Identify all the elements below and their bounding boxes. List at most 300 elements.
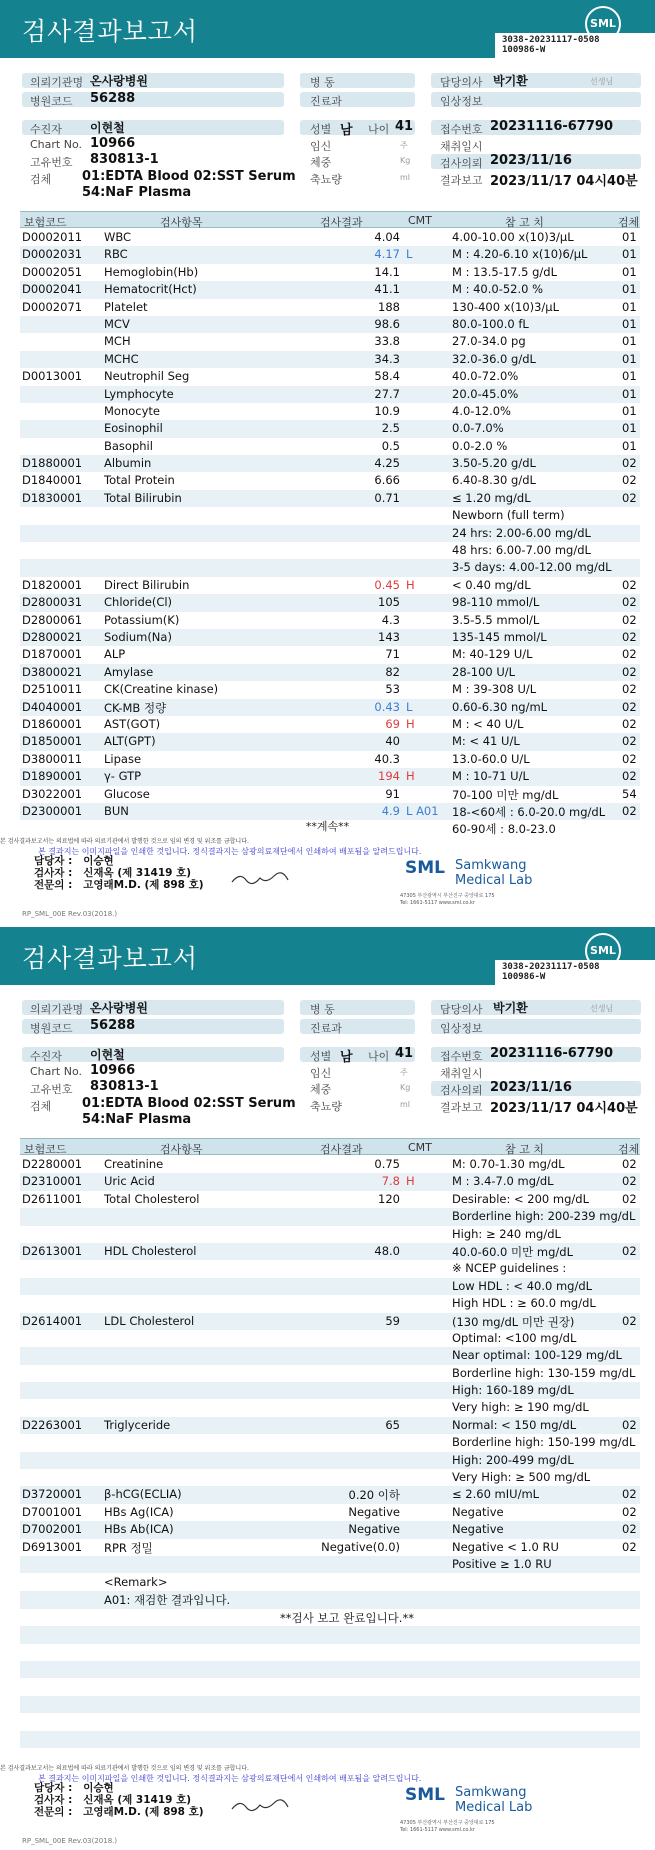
- table-row: [20, 664, 640, 681]
- table-row: [20, 1469, 640, 1486]
- table-row: [20, 386, 640, 403]
- cell-reference: Negative: [452, 1504, 504, 1519]
- sex-label: 성별: [310, 1050, 332, 1063]
- cell-code: D1880001: [22, 456, 83, 471]
- table-row: [20, 1556, 640, 1573]
- col-cmt: CMT: [408, 214, 432, 227]
- table-row: [20, 612, 640, 629]
- cell-reference: 0.0-2.0 %: [452, 438, 508, 453]
- collect-label: 채취일시: [440, 1067, 483, 1080]
- specimen-label: 검체: [30, 1100, 52, 1113]
- chart-label: Chart No.: [30, 1065, 82, 1078]
- cell-item: Total Bilirubin: [104, 490, 182, 505]
- cell-specimen: 02: [622, 769, 637, 784]
- cell-result: 41.1: [374, 282, 400, 297]
- cell-flag: L: [406, 699, 413, 714]
- table-row: [20, 1226, 640, 1243]
- cell-code: D4040001: [22, 699, 83, 714]
- hosp-code-label: 병원코드: [30, 1022, 73, 1035]
- table-row: [20, 1156, 640, 1173]
- cell-specimen: 01: [622, 299, 637, 314]
- report-label: 결과보고: [440, 174, 483, 187]
- cell-reference: ※ NCEP guidelines :: [452, 1261, 567, 1276]
- col-specimen: 검체: [618, 1143, 640, 1156]
- blank-row: [20, 1661, 640, 1678]
- print-warning: 본 결과지는 이미지파일을 인쇄한 것입니다. 정식결과지는 삼광의료재단에서 인쇄하여 배포됨을 알려드립니다.: [38, 1774, 422, 1783]
- sex-label: 성별: [310, 123, 332, 136]
- cell-code: D6913001: [22, 1539, 83, 1554]
- receipt-value: 20231116-67790: [490, 119, 613, 134]
- report-page-1: [0, 0, 655, 923]
- cell-item: Chloride(Cl): [104, 595, 173, 610]
- cell-reference: M : 4.20-6.10 x(10)6/μL: [452, 247, 588, 262]
- cell-result: 6.66: [374, 473, 400, 488]
- table-row: [20, 1521, 640, 1538]
- cell-item: HBs Ab(ICA): [104, 1522, 174, 1537]
- request-value: 2023/11/16: [490, 1080, 572, 1095]
- table-row: [20, 733, 640, 750]
- cell-result: 0.5: [381, 438, 400, 453]
- cell-reference: High: ≥ 240 mg/dL: [452, 1226, 561, 1241]
- table-row: [20, 1278, 640, 1295]
- cell-code: D0002071: [22, 299, 83, 314]
- cell-reference: 32.0-36.0 g/dL: [452, 351, 536, 366]
- org-label: 의뢰기관명: [30, 1003, 84, 1016]
- table-row: [20, 1417, 640, 1434]
- cell-reference: 0.0-7.0%: [452, 421, 504, 436]
- report-page-2: [0, 927, 655, 1850]
- cell-code: D3800011: [22, 751, 83, 766]
- cell-item: Total Protein: [104, 473, 175, 488]
- cell-code: D2300001: [22, 803, 83, 818]
- cell-specimen: 01: [622, 247, 637, 262]
- blank-row: [20, 1644, 640, 1661]
- cell-result: Negative: [348, 1522, 400, 1537]
- cell-specimen: 01: [622, 421, 637, 436]
- cell-reference: 3.5-5.5 mmol/L: [452, 612, 540, 627]
- cell-specimen: 01: [622, 386, 637, 401]
- cell-reference: 3.50-5.20 g/dL: [452, 456, 536, 471]
- cell-code: D0013001: [22, 369, 83, 384]
- cell-item: Glucose: [104, 786, 150, 801]
- cell-item: CK-MB 정량: [104, 700, 167, 715]
- cell-specimen: 02: [622, 1243, 637, 1258]
- cell-result: 27.7: [374, 386, 400, 401]
- form-revision: RP_SML_00E Rev.03(2018.): [22, 1837, 118, 1845]
- report-label: 결과보고: [440, 1101, 483, 1114]
- cell-item: MCH: [104, 334, 131, 349]
- cell-code: D2263001: [22, 1417, 83, 1432]
- cell-reference: M : 40.0-52.0 %: [452, 282, 544, 297]
- cell-reference: Negative < 1.0 RU: [452, 1539, 559, 1554]
- cell-item: Eosinophil: [104, 421, 163, 436]
- table-row: [20, 559, 640, 576]
- cell-item: Hemoglobin(Hb): [104, 264, 199, 279]
- doctor-value: 박기환: [493, 74, 528, 88]
- cell-reference: M : 3.4-7.0 mg/dL: [452, 1174, 554, 1189]
- cell-code: D1860001: [22, 716, 83, 731]
- cell-item: MCV: [104, 316, 130, 331]
- dept-label: 진료과: [310, 95, 342, 108]
- table-row: [20, 1399, 640, 1416]
- cell-reference: 48 hrs: 6.00-7.00 mg/dL: [452, 543, 591, 558]
- weight-unit: Kg: [400, 1083, 411, 1092]
- cell-result: 91: [385, 786, 400, 801]
- cell-reference: Near optimal: 100-129 mg/dL: [452, 1348, 622, 1363]
- cell-specimen: 02: [622, 612, 637, 627]
- table-row: [20, 681, 640, 698]
- cell-item: Creatinine: [104, 1157, 164, 1171]
- hosp-code-value: 56288: [90, 1018, 136, 1033]
- cell-specimen: 02: [622, 699, 637, 714]
- cell-reference: Low HDL : < 40.0 mg/dL: [452, 1278, 593, 1293]
- specimen-value-1: 01:EDTA Blood 02:SST Serum: [82, 169, 296, 184]
- table-row: [20, 1191, 640, 1208]
- cell-item: Lipase: [104, 751, 142, 766]
- cell-reference: 70-100 미만 mg/dL: [452, 787, 559, 802]
- cell-item: RBC: [104, 247, 128, 262]
- cell-result: 2.5: [381, 421, 400, 436]
- table-row: [20, 1434, 640, 1451]
- cell-flag: H: [406, 1174, 415, 1189]
- cell-reference: (130 mg/dL 미만 권장): [452, 1314, 575, 1329]
- table-row: [20, 281, 640, 298]
- cell-code: D1850001: [22, 734, 83, 749]
- cell-reference: Negative: [452, 1522, 504, 1537]
- cell-reference: Newborn (full term): [452, 508, 565, 523]
- cell-reference: M: 0.70-1.30 mg/dL: [452, 1157, 565, 1171]
- cell-item: AST(GOT): [104, 716, 161, 731]
- doctor-value: 박기환: [493, 1001, 528, 1015]
- age-label: 나이: [368, 123, 390, 136]
- cell-code: D2613001: [22, 1243, 83, 1258]
- sml-logo: SML: [585, 6, 621, 42]
- cell-specimen: 02: [622, 1487, 637, 1502]
- cell-code: D1870001: [22, 647, 83, 662]
- receipt-label: 접수번호: [440, 1050, 483, 1063]
- cell-reference: Desirable: < 200 mg/dL: [452, 1191, 589, 1206]
- results-table-remarks: [20, 1574, 640, 1765]
- cell-specimen: 01: [622, 316, 637, 331]
- specimen-value-1: 01:EDTA Blood 02:SST Serum: [82, 1096, 296, 1111]
- table-row: [20, 577, 640, 594]
- cell-result: 0.43: [374, 699, 400, 714]
- cell-item: γ- GTP: [104, 769, 142, 784]
- cell-reference: Borderline high: 150-199 mg/dL: [452, 1435, 636, 1450]
- cell-specimen: 02: [622, 1313, 637, 1328]
- table-row: [20, 786, 640, 803]
- col-result: 검사결과: [320, 216, 363, 229]
- legal-notice: 본 검사결과보고서는 의료법에 따라 의료기관에서 발행한 것으로 임의 변경 및 위조를 금합니다.: [0, 1765, 249, 1772]
- cell-code: D2800021: [22, 629, 83, 644]
- table-row: [20, 1452, 640, 1469]
- col-code: 보험코드: [24, 216, 67, 229]
- cell-reference: Normal: < 150 mg/dL: [452, 1417, 577, 1432]
- table-row: [20, 1365, 640, 1382]
- cell-specimen: 02: [622, 803, 637, 818]
- table-row: [20, 699, 640, 716]
- table-row: [20, 403, 640, 420]
- doctor-suffix: 선생님: [590, 1004, 614, 1013]
- legal-notice: 본 검사결과보고서는 의료법에 따라 의료기관에서 발행한 것으로 임의 변경 및 위조를 금합니다.: [0, 838, 249, 845]
- cell-result: 4.25: [374, 456, 400, 471]
- cell-item: RPR 정밀: [104, 1540, 153, 1555]
- cell-item: HDL Cholesterol: [104, 1243, 197, 1258]
- blank-row: [20, 1731, 640, 1748]
- cell-code: D3800021: [22, 664, 83, 679]
- cell-result: 48.0: [374, 1243, 400, 1258]
- cell-reference: 0.60-6.30 ng/mL: [452, 699, 548, 714]
- preg-label: 임신: [310, 1067, 332, 1080]
- cell-reference: Very high: ≥ 190 mg/dL: [452, 1400, 589, 1415]
- cell-code: D0002011: [22, 230, 83, 244]
- cell-reference: Positive ≥ 1.0 RU: [452, 1556, 552, 1571]
- cell-reference: 80.0-100.0 fL: [452, 316, 529, 331]
- cell-reference: M : 39-308 U/L: [452, 682, 537, 697]
- cell-result: 7.8: [381, 1174, 400, 1189]
- cell-code: D0002051: [22, 264, 83, 279]
- report-id: 3038-20231117-0508 100986-W: [502, 35, 600, 55]
- sex-value: 남: [340, 123, 353, 138]
- cell-result: 188: [378, 299, 400, 314]
- cell-specimen: 02: [622, 595, 637, 610]
- table-row: [20, 1486, 640, 1503]
- table-row: [20, 1539, 640, 1556]
- table-row: [20, 525, 640, 542]
- signatures: 담당자 : 이승현 검사자 : 신재옥 (제 31419 호) 전문의 : 고영래M.D. (제 898 호): [34, 855, 204, 891]
- cell-specimen: 02: [622, 664, 637, 679]
- clinical-label: 임상정보: [440, 95, 483, 108]
- cell-specimen: 01: [622, 403, 637, 418]
- org-label: 의뢰기관명: [30, 76, 84, 89]
- cell-specimen: 02: [622, 1191, 637, 1206]
- weight-unit: Kg: [400, 156, 411, 165]
- cell-reference: ≤ 2.60 mIU/mL: [452, 1487, 540, 1502]
- cell-reference: M: < 41 U/L: [452, 734, 520, 749]
- urine-label: 축뇨량: [310, 173, 342, 186]
- cell-specimen: 01: [622, 351, 637, 366]
- receipt-label: 접수번호: [440, 123, 483, 136]
- lab-address: 47305 부산광역시 부산진구 중앙대로 175: [400, 893, 495, 899]
- preg-label: 임신: [310, 140, 332, 153]
- cell-item: MCHC: [104, 351, 139, 366]
- cell-result: 58.4: [374, 369, 400, 384]
- cell-item: CK(Creatine kinase): [104, 682, 219, 697]
- cell-code: D1830001: [22, 490, 83, 505]
- chart-value: 10966: [90, 1063, 136, 1078]
- results-table-header: [20, 211, 640, 228]
- cell-result: 194: [378, 769, 400, 784]
- hosp-code-value: 56288: [90, 91, 136, 106]
- cell-result: 4.3: [381, 612, 400, 627]
- lab-address: 47305 부산광역시 부산진구 중앙대로 175: [400, 1820, 495, 1826]
- complete-note-row: [20, 1609, 640, 1626]
- cell-result: Negative: [348, 1504, 400, 1519]
- uid-value: 830813-1: [90, 1079, 159, 1094]
- col-code: 보험코드: [24, 1143, 67, 1156]
- cell-reference: 40.0-60.0 미만 mg/dL: [452, 1244, 573, 1259]
- cell-item: Direct Bilirubin: [104, 577, 190, 592]
- cell-flag: H: [406, 577, 415, 592]
- age-label: 나이: [368, 1050, 390, 1063]
- uid-value: 830813-1: [90, 152, 159, 167]
- cell-code: D2611001: [22, 1191, 83, 1206]
- table-row: [20, 768, 640, 785]
- cell-specimen: 02: [622, 716, 637, 731]
- table-row: [20, 438, 640, 455]
- cell-specimen: 02: [622, 577, 637, 592]
- weight-label: 체중: [310, 156, 332, 169]
- cell-reference: 135-145 mmol/L: [452, 629, 547, 644]
- table-row: [20, 351, 640, 368]
- lab-contact: Tel: 1661-5117 www.sml.co.kr: [400, 900, 475, 906]
- table-row: [20, 264, 640, 281]
- remark-text-row: [20, 1591, 640, 1608]
- cell-specimen: 01: [622, 230, 637, 244]
- hosp-code-label: 병원코드: [30, 95, 73, 108]
- org-value: 온사랑병원: [90, 74, 148, 88]
- cell-code: D1840001: [22, 473, 83, 488]
- remark-title-row: [20, 1574, 640, 1591]
- cell-reference: 6.40-8.30 g/dL: [452, 473, 536, 488]
- cell-result: 82: [385, 664, 400, 679]
- collect-label: 채취일시: [440, 140, 483, 153]
- dept-label: 진료과: [310, 1022, 342, 1035]
- cell-result: 34.3: [374, 351, 400, 366]
- cell-item: ALT(GPT): [104, 734, 156, 749]
- cell-reference: 3-5 days: 4.00-12.00 mg/dL: [452, 560, 612, 575]
- table-row: [20, 594, 640, 611]
- cell-reference: High HDL : ≥ 60.0 mg/dL: [452, 1296, 596, 1311]
- lab-name: Samkwang Medical Lab: [455, 1785, 533, 1815]
- cell-result: 14.1: [374, 264, 400, 279]
- lab-logo: SML: [405, 858, 445, 878]
- cell-specimen: 02: [622, 1417, 637, 1432]
- cell-code: D2614001: [22, 1313, 83, 1328]
- cell-code: D1890001: [22, 769, 83, 784]
- cell-result: 0.20 이하: [348, 1488, 400, 1503]
- cell-item: LDL Cholesterol: [104, 1313, 195, 1328]
- preg-unit: 주: [400, 141, 408, 150]
- cell-result: 143: [378, 629, 400, 644]
- cell-reference: 98-110 mmol/L: [452, 595, 540, 610]
- cell-item: Platelet: [104, 299, 148, 314]
- form-revision: RP_SML_00E Rev.03(2018.): [22, 910, 118, 918]
- cell-reference: Borderline high: 200-239 mg/dL: [452, 1209, 636, 1224]
- table-row: [20, 1313, 640, 1330]
- cell-result: 59: [385, 1313, 400, 1328]
- cell-item: Lymphocyte: [104, 386, 174, 401]
- uid-label: 고유번호: [30, 1083, 73, 1096]
- cell-result: 120: [378, 1191, 400, 1206]
- cell-item: BUN: [104, 803, 129, 818]
- col-result: 검사결과: [320, 1143, 363, 1156]
- results-table-header: [20, 1138, 640, 1155]
- cell-reference: Optimal: <100 mg/dL: [452, 1330, 577, 1345]
- clinical-label: 임상정보: [440, 1022, 483, 1035]
- cell-specimen: 02: [622, 1504, 637, 1519]
- cell-code: D3022001: [22, 786, 83, 801]
- cell-reference: M: 40-129 U/L: [452, 647, 533, 662]
- specimen-value-2: 54:NaF Plasma: [82, 1112, 192, 1127]
- cell-reference: 20.0-45.0%: [452, 386, 519, 401]
- cell-item: Albumin: [104, 456, 152, 471]
- cell-result: 40: [385, 734, 400, 749]
- cell-result: 98.6: [374, 316, 400, 331]
- results-table-page-2: [20, 1156, 640, 1573]
- cell-specimen: 02: [622, 1174, 637, 1189]
- col-specimen: 검체: [618, 216, 640, 229]
- cell-result: 10.9: [374, 403, 400, 418]
- age-value: 41: [395, 1046, 414, 1061]
- cell-reference: 24 hrs: 2.00-6.00 mg/dL: [452, 525, 591, 540]
- cell-code: D0002031: [22, 247, 83, 262]
- blank-row: [20, 1626, 640, 1643]
- col-item: 검사항목: [160, 216, 203, 229]
- table-row: [20, 368, 640, 385]
- cell-item: ALP: [104, 647, 126, 662]
- table-row: [20, 1295, 640, 1312]
- cell-reference: 4.00-10.00 x(10)3/μL: [452, 230, 574, 244]
- patient-value: 이현철: [90, 1048, 125, 1062]
- patient-value: 이현철: [90, 121, 125, 135]
- cell-reference: 130-400 x(10)3/μL: [452, 299, 560, 314]
- cell-item: β-hCG(ECLIA): [104, 1487, 182, 1502]
- cell-reference: 60-90세 : 8.0-23.0: [452, 822, 556, 837]
- sml-logo: SML: [585, 933, 621, 969]
- col-ref: 참 고 치: [505, 1143, 544, 1156]
- results-table-page-1: [20, 229, 640, 838]
- specimen-value-2: 54:NaF Plasma: [82, 185, 192, 200]
- cell-result: 33.8: [374, 334, 400, 349]
- cell-item: Triglyceride: [104, 1417, 171, 1432]
- continue-note: **계속**: [305, 820, 350, 833]
- uid-label: 고유번호: [30, 156, 73, 169]
- col-cmt: CMT: [408, 1141, 432, 1154]
- cell-reference: 4.0-12.0%: [452, 403, 511, 418]
- cell-specimen: 01: [622, 369, 637, 384]
- cell-specimen: 02: [622, 1539, 637, 1554]
- chart-label: Chart No.: [30, 138, 82, 151]
- preg-unit: 주: [400, 1068, 408, 1077]
- col-item: 검사항목: [160, 1143, 203, 1156]
- cell-code: D7002001: [22, 1522, 83, 1537]
- cell-specimen: 02: [622, 647, 637, 662]
- signature-scribble: [230, 870, 290, 888]
- cell-item: Basophil: [104, 438, 153, 453]
- table-row: [20, 1208, 640, 1225]
- cell-specimen: 02: [622, 682, 637, 697]
- urine-unit: ml: [400, 173, 411, 182]
- cell-item: Uric Acid: [104, 1174, 155, 1189]
- signature-scribble: [230, 1797, 290, 1815]
- urine-label: 축뇨량: [310, 1100, 342, 1113]
- cell-item: Hematocrit(Hct): [104, 282, 197, 297]
- report-title: 검사결과보고서: [22, 17, 199, 46]
- table-row: [20, 490, 640, 507]
- cell-result: 105: [378, 595, 400, 610]
- table-row: [20, 1173, 640, 1190]
- cell-result: 0.75: [374, 1157, 400, 1171]
- table-row: [20, 1347, 640, 1364]
- cell-item: WBC: [104, 230, 132, 244]
- ward-label: 병 동: [310, 76, 335, 89]
- table-row: [20, 629, 640, 646]
- cell-reference: M : 10-71 U/L: [452, 769, 529, 784]
- table-row: [20, 507, 640, 524]
- table-row: [20, 472, 640, 489]
- cell-reference: Borderline high: 130-159 mg/dL: [452, 1365, 636, 1380]
